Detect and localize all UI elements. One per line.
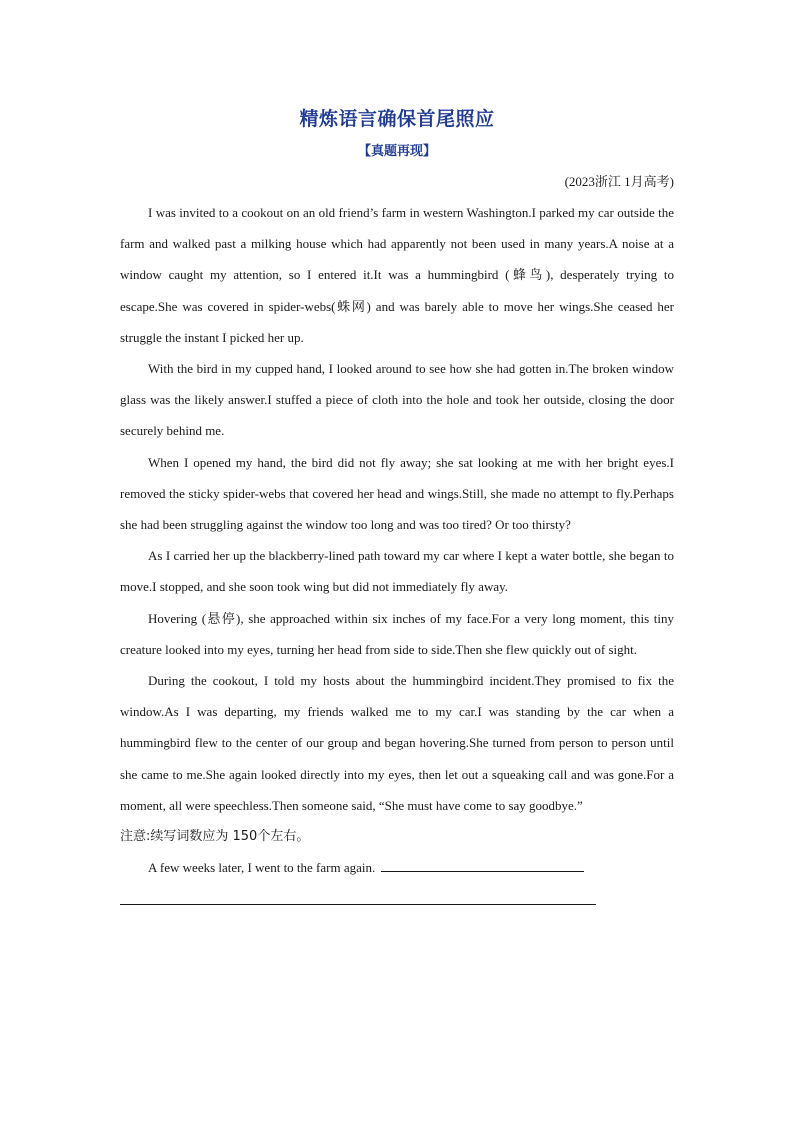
story-paragraph-1: I was invited to a cookout on an old friend’s farm in western Washington.I parked my car outside the farm and walked past a milking house which had apparently not been used in many years.A noise at a window caught my attention, so I entered it.It was a hummingbird (蜂鸟), desperately trying to escape.She was covered in spider-webs(蛛网) and was barely able to move her wings.She ceased her struggle the instant I picked her up. — [120, 205, 674, 345]
page-title: 精炼语言确保首尾照应 — [299, 108, 495, 130]
continuation-prompt-line — [120, 852, 674, 883]
section-heading: 【真题再现】 — [357, 144, 436, 159]
story-paragraph-3: When I opened my hand, the bird did not fly away; she sat looking at me with her bright eyes.I removed the sticky spider-webs that covered her head and wings.Still, she made no attempt to fly.Perhaps she had been struggling against the window too long and was too tired? Or too thirsty? — [120, 454, 674, 533]
story-paragraph-5: Hovering (悬停), she approached within six inches of my face.For a very long moment, this tiny creature looked into my eyes, turning her head from side to side.Then she flew quickly out of sight. — [120, 610, 674, 657]
continuation-start-text: A few weeks later, I went to the farm again. — [148, 860, 376, 876]
answer-blank-inline[interactable] — [381, 857, 584, 872]
answer-blank-line[interactable] — [120, 903, 596, 905]
story-paragraph-4: As I carried her up the blackberry-lined path toward my car where I kept a water bottle, she began to move.I stopped, and she soon took wing but did not immediately fly away. — [120, 548, 674, 595]
story-paragraph-2: With the bird in my cupped hand, I looked around to see how she had gotten in.The broken window glass was the likely answer.I stuffed a piece of cloth into the hole and took her outside, closing the door securely behind me. — [120, 361, 674, 439]
exam-source: (2023浙江 1月高考) — [564, 174, 674, 189]
document-page — [120, 96, 674, 905]
word-count-note: 注意:续写词数应为 150个左右。 — [120, 829, 310, 845]
story-paragraph-6: During the cookout, I told my hosts about the hummingbird incident.They promised to fix the window.As I was departing, my friends walked me to my car.I was standing by the car when a hummingbird flew to the center of our group and began hovering.She turned from person to person until she came to me.She again looked directly into my eyes, then let out a squeaking call and was gone.For a moment, all were speechless.Then someone said, “She must have come to say goodbye.” — [120, 673, 674, 813]
